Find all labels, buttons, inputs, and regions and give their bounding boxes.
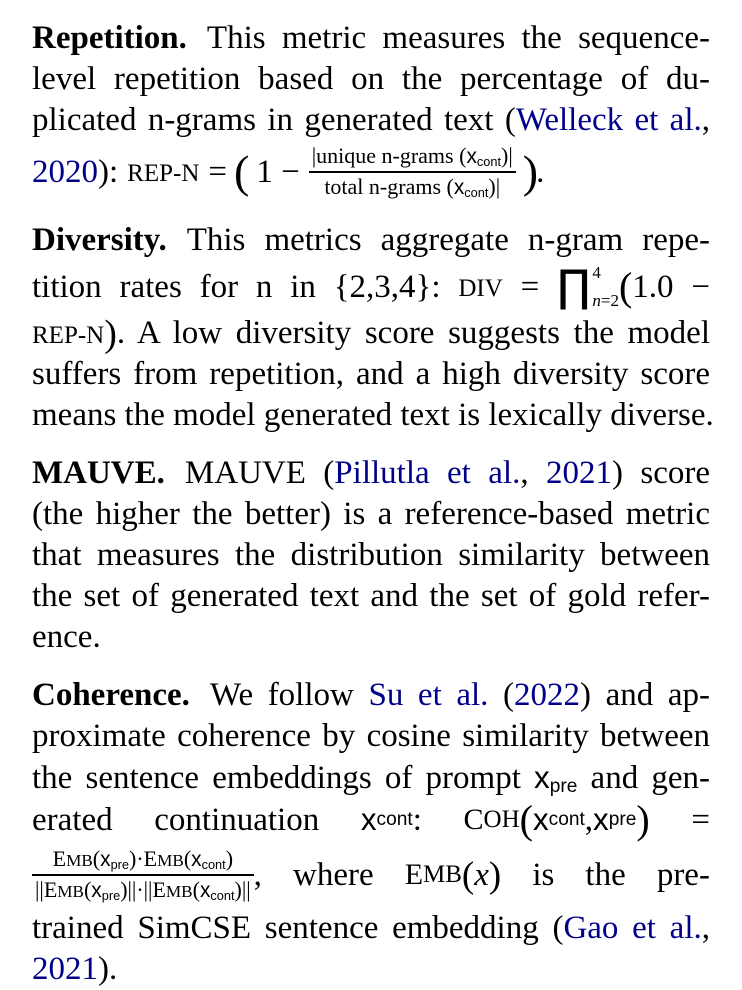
x-cont-colon: x cont : [360,801,422,838]
paragraph-diversity [32,220,714,436]
body-text: ) score [611,455,710,491]
body-text: This metrics aggregate n-gram repe- [186,222,710,258]
line [32,18,710,59]
body-text: and gen- [577,760,710,796]
line [32,354,710,395]
citation-link-su-year[interactable]: 2022 [514,677,581,713]
metric-name-coh: C [463,803,484,836]
formula-term: 1 − [256,153,300,190]
paragraph-heading: MAUVE. [32,455,165,491]
subscript-cont: cont [210,887,235,903]
body-text: level repetition based on the percentage of du- [32,61,710,97]
citation-link-gao-year[interactable]: 2021 [32,951,98,987]
body-text: We follow [209,677,369,713]
body-text: n [255,268,273,305]
body-text: This metric measures the sequence- [206,20,710,56]
metric-name-rep-n: REP-N [127,160,200,187]
body-text: (the higher the better) is a reference-based metric [32,496,710,532]
body-text: ) and ap- [580,677,711,713]
product-term [557,261,674,312]
paragraph-heading: Diversity. [32,222,167,258]
citation-link-welleck-year[interactable]: 2020 [32,153,98,190]
body-text: that measures the distribution similarity between [32,537,710,573]
product-symbol: ∏ [557,261,591,312]
minus-sign: − [691,268,710,305]
equals-sign: = [520,268,540,305]
math-x: x [534,760,550,795]
body-text: plicated n-grams in generated text ( [32,102,516,138]
product-upper-limit: 4 [592,263,601,282]
line [32,757,710,798]
fraction-numerator: $EMB(x_{pre})\cdot EMB(x_{cont})$ [52,846,234,873]
body-text: ): [98,153,119,190]
math-x: x [91,879,102,902]
body-text: ence. [32,619,101,655]
body-text: the set of generated text and the set of gold refer- [32,578,710,614]
paragraph-heading: Repetition. [32,20,187,56]
subscript-cont: cont [464,184,489,200]
citation-link-gao[interactable]: Gao et al. [563,910,702,946]
metric-name-rep-n: REP-N [32,322,105,349]
body-text: tition [32,268,102,305]
citation-link-pillutla-year[interactable]: 2021 [545,455,612,491]
rep-n-fraction [309,143,516,200]
line [32,453,710,494]
line [32,617,710,658]
body-text: , [701,102,710,138]
open-paren: ( [234,146,250,197]
line [32,220,710,261]
citation-and-colon [32,154,118,191]
body-text: rates [119,268,182,305]
coh-fraction [32,846,254,903]
paragraph-repetition [32,18,710,203]
formula-term: 1.0 [632,268,674,305]
metric-name-emb: E [404,858,424,891]
paragraph-coherence [32,675,710,990]
subscript-cont: cont [476,154,501,170]
equals-sign: = [208,153,228,190]
repetition-formula-line [32,141,710,203]
close-paren: ) [104,313,117,355]
body-text: where [292,856,374,893]
math-x: x [360,802,377,837]
subscript-pre: pre [101,887,121,903]
close-paren-period: ) . [522,146,545,197]
line [32,313,710,354]
open-paren: ( [519,797,533,842]
body-text: suffers from repetition, and a high diversity score [32,356,710,392]
coherence-fraction-line [32,842,710,908]
line [32,908,710,949]
open-paren: ( [618,264,633,309]
body-text: erated [32,801,113,838]
math-x: x [466,145,477,169]
body-text: pre- [656,856,710,893]
body-text: for [199,268,239,305]
citation-link-welleck[interactable]: Welleck et al. [515,102,702,138]
cdot: · [136,846,144,872]
body-text: proximate coherence by cosine similarity between [32,718,710,754]
body-text: {2,3,4}: [333,268,441,305]
line [32,395,714,436]
close-paren: ) [636,797,650,842]
line [32,949,710,990]
body-text: the sentence embeddings of prompt [32,760,535,796]
equals-sign: = [691,801,710,838]
math-x: x [191,848,202,872]
body-text: ( [488,677,515,713]
line [32,494,710,535]
math-x: x [532,802,549,837]
body-text: means the model generated text is lexically diverse. [32,397,714,433]
body-text: continuation [154,801,320,838]
line [32,100,710,141]
line [32,59,710,100]
metric-name-div: DIV [458,275,503,302]
line [32,675,710,716]
line [32,576,710,617]
subscript-pre: pre [549,776,578,798]
fraction-denominator: $||EMB(x_{pre})||\cdot||EMB(x_{cont})||$ [32,874,254,904]
citation-link-pillutla[interactable]: Pillutla et al. [334,455,521,491]
fraction-numerator: |unique n-grams $(x_{cont})|$ [311,143,513,170]
line [32,535,710,576]
citation-link-su[interactable]: Su et al. [368,677,489,713]
math-x: x [453,176,465,199]
math-x: x [100,848,111,872]
subscript-pre: pre [110,857,129,873]
close-paren: ) [522,146,539,197]
paragraph-mauve [32,453,710,658]
coherence-formula-line [32,798,710,842]
subscript-cont: cont [201,857,226,873]
line [32,716,710,757]
body-text: trained SimCSE sentence embedding ( [32,910,564,946]
math-x: x [593,802,609,837]
math-italic-x: x [474,856,489,893]
body-text: . A low diversity score suggests the model [116,315,710,351]
open-paren: ( [461,854,475,896]
product-limits [592,264,619,310]
emb-function: E MB ( x ) [404,854,502,896]
body-text: in [290,268,316,305]
comma: , [253,856,262,893]
emb-fraction-comma [32,846,262,903]
paragraph-heading: Coherence. [32,677,190,713]
body-text: MAUVE ( [184,455,335,491]
body-text: ). [98,951,118,987]
body-text: , [701,910,710,946]
math-x: x [199,879,211,902]
body-text: the [585,856,626,893]
body-text: is [532,856,555,893]
cdot: · [136,877,144,902]
product-lower-limit: n=2 [592,291,619,311]
close-paren: ) [488,854,502,896]
fraction-denominator: total n-grams $(x_{cont})|$ [309,171,516,201]
diversity-formula-line [32,261,710,313]
body-text: , [520,455,546,491]
coh-function: C OH ( x cont , x pre ) [463,797,650,842]
